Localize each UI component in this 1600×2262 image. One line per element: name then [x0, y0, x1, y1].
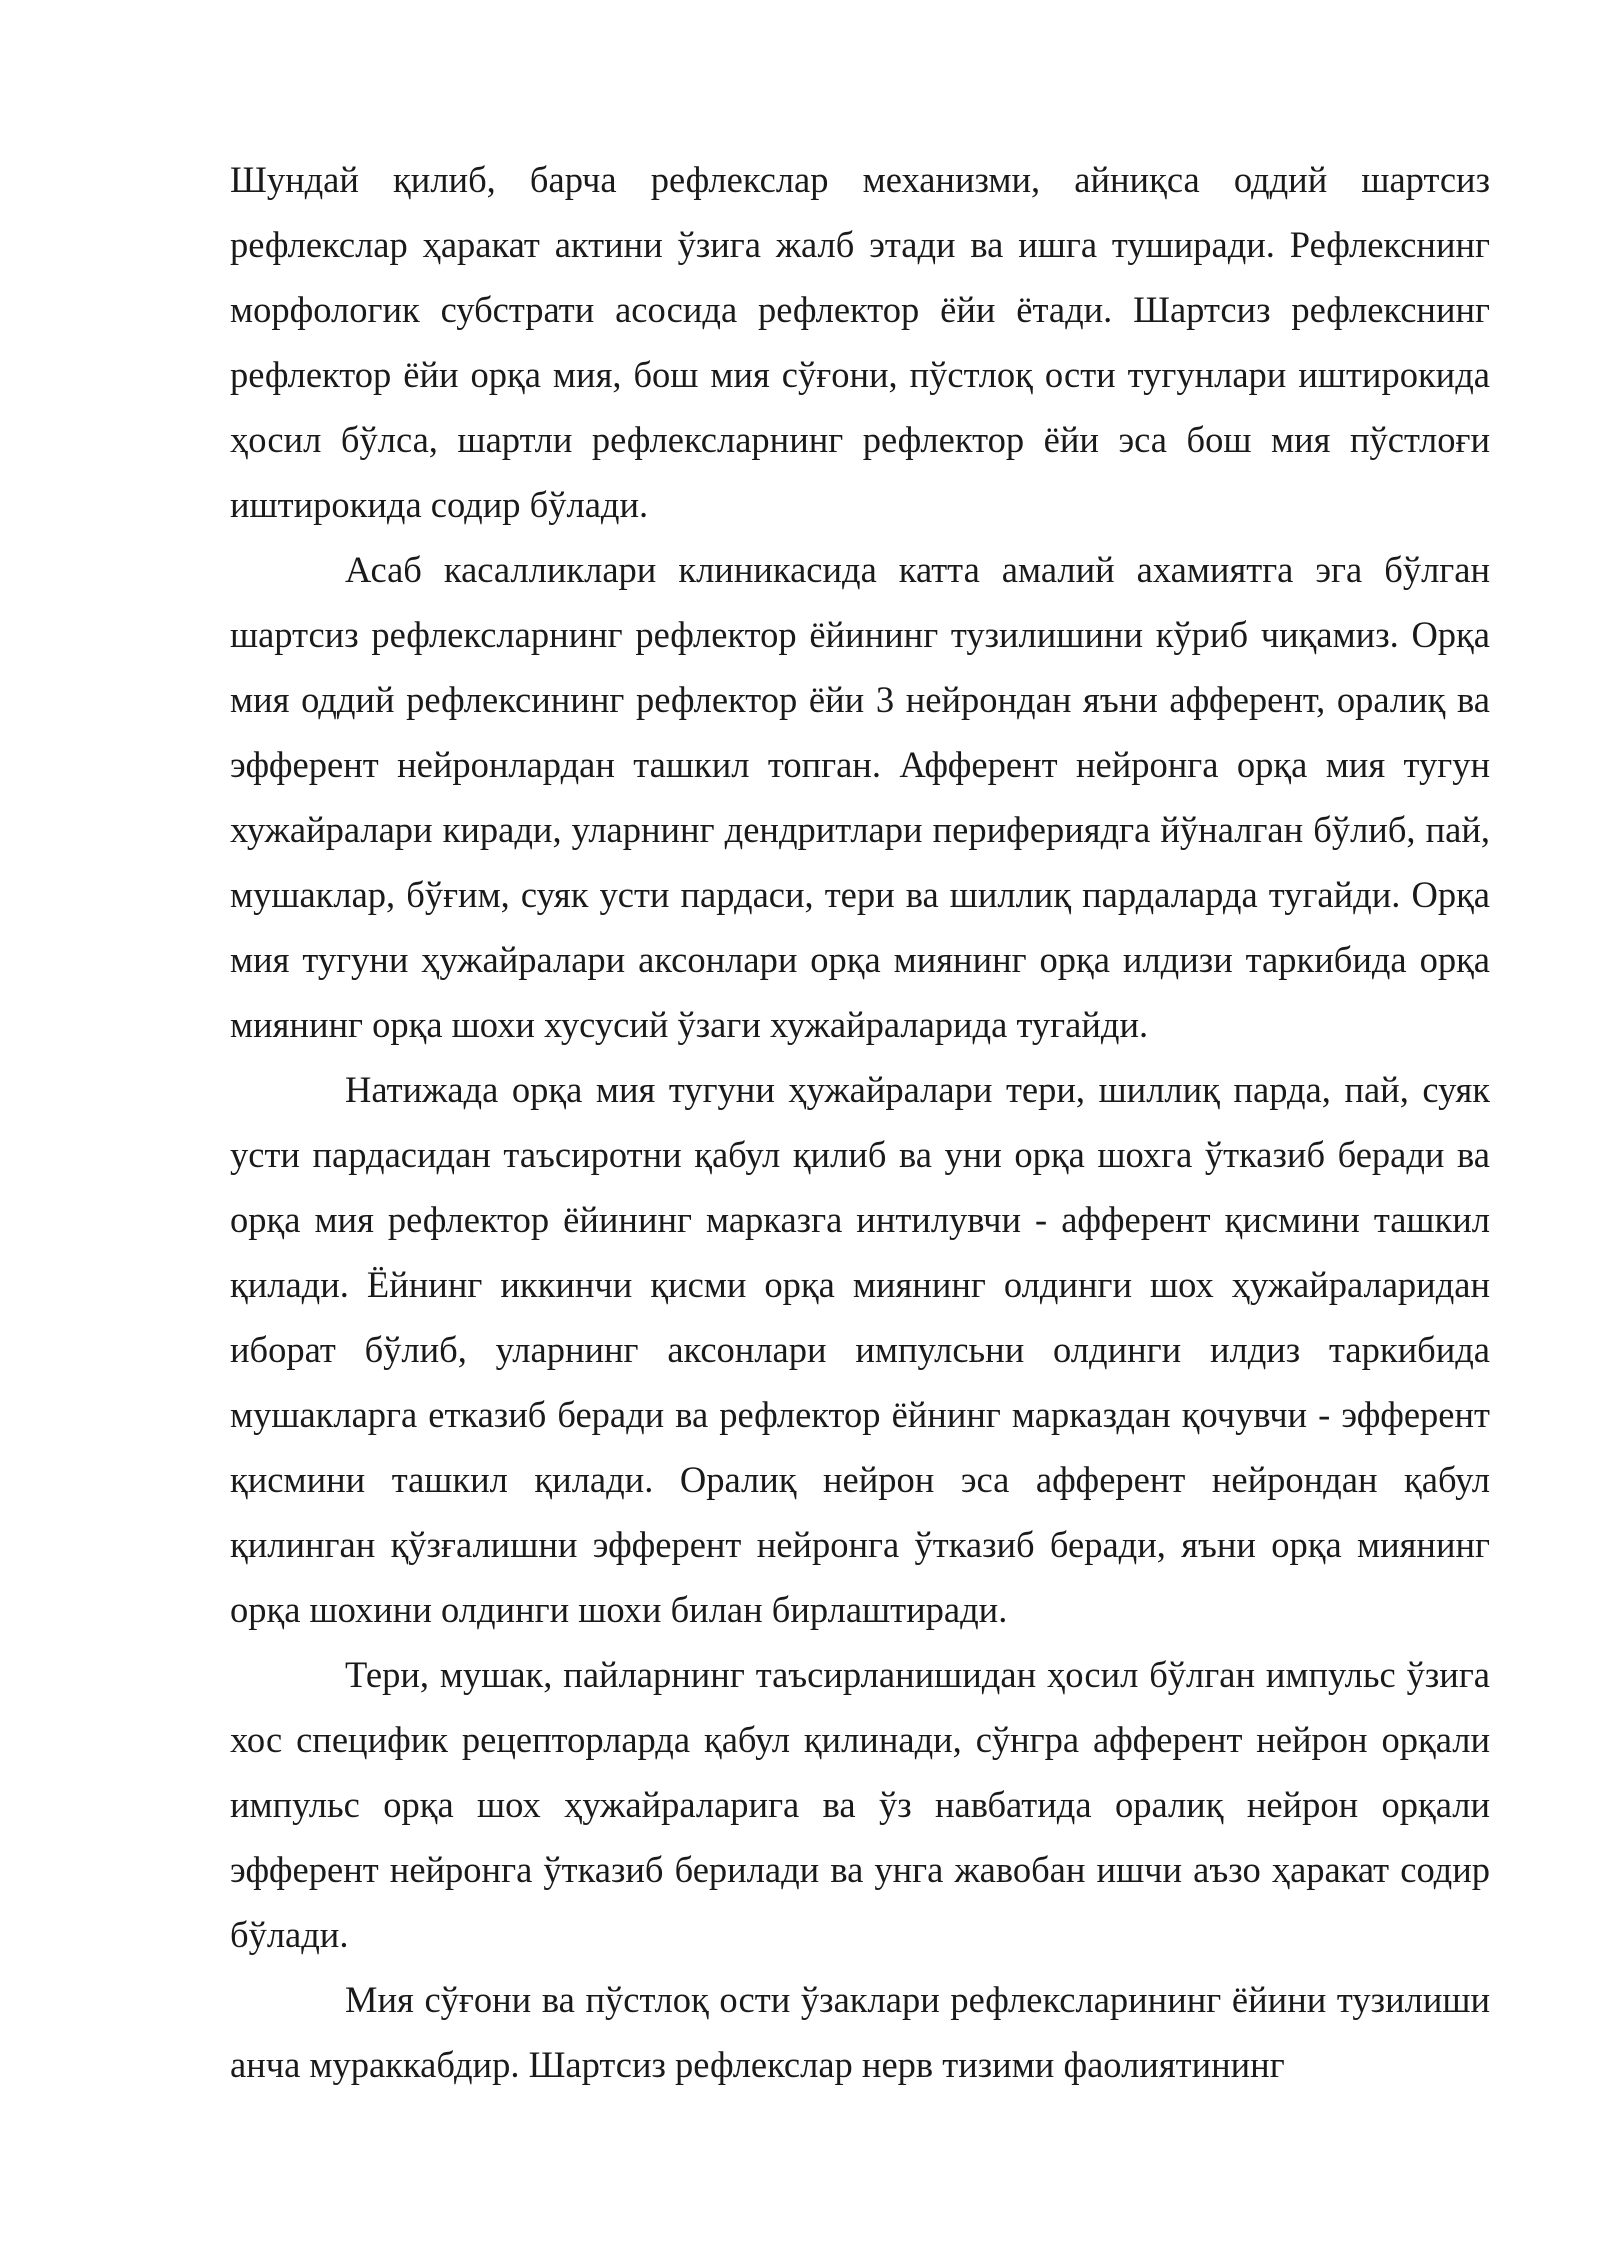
paragraph-3: Натижада орқа мия тугуни ҳужайралари тери, шиллиқ парда, пай, суяк усти пардасидан таъсиротни қабул қилиб ва уни орқа шохга ўтказиб беради ва орқа мия рефлектор ёйининг марказга интилувчи - афферент қисмини ташкил қилади. Ёйнинг иккинчи қисми орқа миянинг олдинги шох ҳужайраларидан иборат бўлиб, уларнинг аксонлари импулсьни олдинги илдиз таркибида мушакларга етказиб беради ва рефлектор ёйнинг марказдан қочувчи - эфферент қисмини ташкил қилади. Оралиқ нейрон эса афферент нейрондан қабул қилинган қўзғалишни эфферент нейронга ўтказиб беради, яъни орқа миянинг орқа шохини олдинги шохи билан бирлаштиради.: [230, 1069, 1490, 1630]
paragraph-4: Тери, мушак, пайларнинг таъсирланишидан ҳосил бўлган импульс ўзига хос специфик рецепторларда қабул қилинади, сўнгра афферент нейрон орқали импульс орқа шох ҳужайраларига ва ўз навбатида оралиқ нейрон орқали эфферент нейронга ўтказиб берилади ва унга жавобан ишчи аъзо ҳаракат содир бўлади.: [230, 1654, 1490, 1955]
document-body: [230, 147, 1490, 2097]
paragraph-2: Асаб касалликлари клиникасида катта амалий ахамиятга эга бўлган шартсиз рефлексларнинг рефлектор ёйининг тузилишини кўриб чиқамиз. Орқа мия оддий рефлексининг рефлектор ёйи 3 нейрондан яъни афферент, оралиқ ва эфферент нейронлардан ташкил топган. Афферент нейронга орқа мия тугун хужайралари киради, уларнинг дендритлари перифериядга йўналган бўлиб, пай, мушаклар, бўғим, суяк усти пардаси, тери ва шиллиқ пардаларда тугайди. Орқа мия тугуни ҳужайралари аксонлари орқа миянинг орқа илдизи таркибида орқа миянинг орқа шохи хусусий ўзаги хужайраларида тугайди.: [230, 549, 1490, 1045]
paragraph-5: Мия сўғони ва пўстлоқ ости ўзаклари рефлексларининг ёйини тузилиши анча мураккабдир. Шартсиз рефлекслар нерв тизими фаолиятининг: [230, 1979, 1490, 2085]
paragraph-1: Шундай қилиб, барча рефлекслар механизми, айниқса оддий шартсиз рефлекслар ҳаракат актини ўзига жалб этади ва ишга туширади. Рефлекснинг морфологик субстрати асосида рефлектор ёйи ётади. Шартсиз рефлекснинг рефлектор ёйи орқа мия, бош мия сўғони, пўстлоқ ости тугунлари иштирокида ҳосил бўлса, шартли рефлексларнинг рефлектор ёйи эса бош мия пўстлоғи иштирокида содир бўлади.: [230, 159, 1490, 525]
